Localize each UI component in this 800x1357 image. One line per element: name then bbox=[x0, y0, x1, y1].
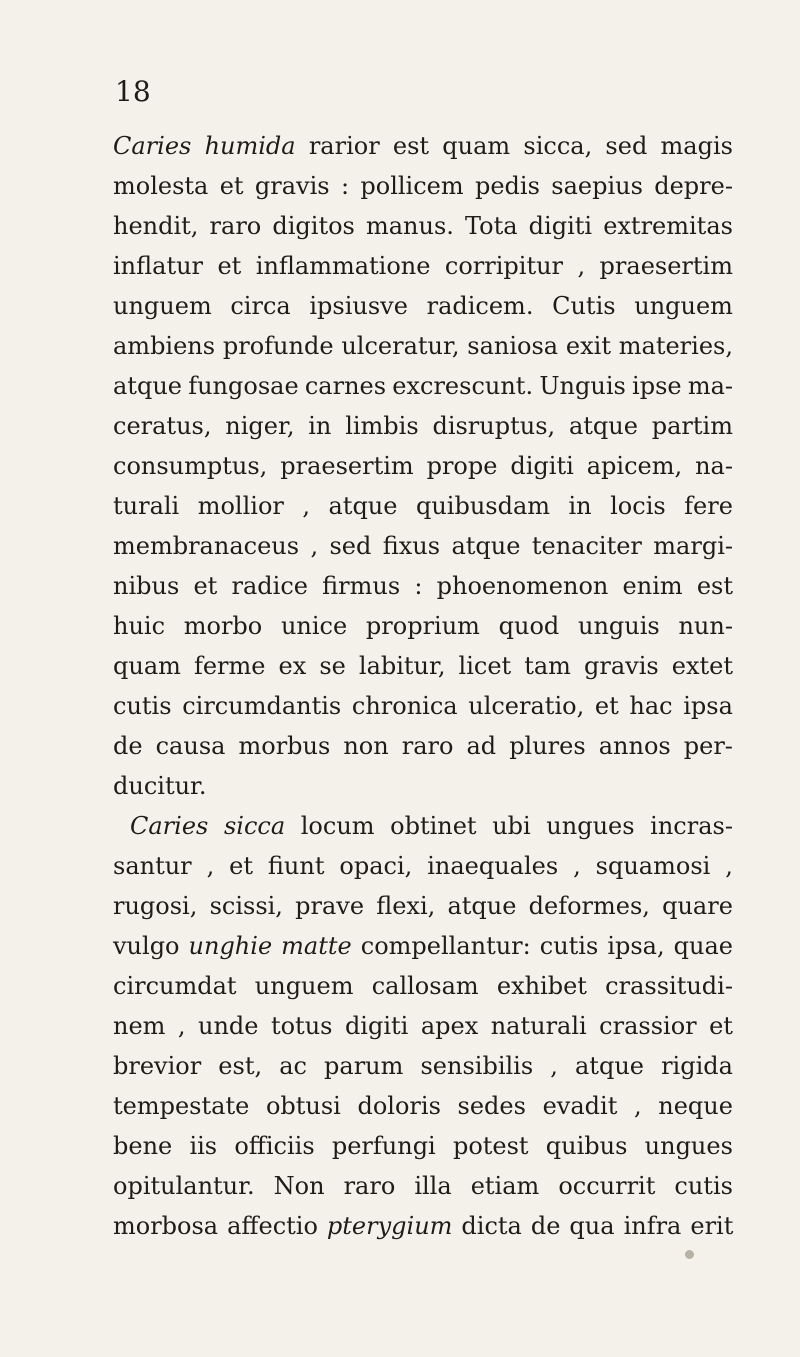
word: fere bbox=[684, 492, 733, 520]
word: saniosa bbox=[467, 332, 559, 360]
word: quam bbox=[113, 652, 181, 680]
word: unde bbox=[198, 1012, 259, 1040]
word: digiti bbox=[510, 452, 574, 480]
text-line bbox=[113, 1206, 733, 1246]
word: tam bbox=[524, 652, 571, 680]
word: ipsa bbox=[683, 692, 733, 720]
word: morbo bbox=[183, 612, 263, 640]
word: sensibilis bbox=[420, 1052, 534, 1080]
word: atque bbox=[575, 1052, 644, 1080]
word: Unguis bbox=[539, 372, 626, 400]
word: parum bbox=[324, 1052, 404, 1080]
word: Tota bbox=[465, 212, 518, 240]
text-line bbox=[113, 846, 733, 886]
word: est bbox=[392, 132, 430, 160]
word: partim bbox=[651, 412, 733, 440]
word: apex bbox=[420, 1012, 479, 1040]
word: hac bbox=[629, 692, 673, 720]
italic-word: sicca bbox=[223, 812, 286, 840]
word: Cutis bbox=[552, 292, 616, 320]
text-line bbox=[113, 486, 733, 526]
italic-word: unghie bbox=[188, 932, 273, 960]
word: deformes, bbox=[528, 892, 650, 920]
text-line bbox=[113, 766, 733, 806]
word: fiunt bbox=[267, 852, 325, 880]
word: atque bbox=[568, 412, 638, 440]
word: gravis bbox=[583, 652, 659, 680]
word: obtinet bbox=[390, 812, 477, 840]
text-line bbox=[113, 1166, 733, 1206]
text-line bbox=[113, 166, 733, 206]
word: ducitur. bbox=[113, 772, 207, 800]
word: chronica bbox=[351, 692, 458, 720]
word: rigida bbox=[661, 1052, 733, 1080]
word: ungues bbox=[546, 812, 635, 840]
word: scissi, bbox=[209, 892, 283, 920]
word: corripitur bbox=[444, 252, 564, 280]
word: incras- bbox=[650, 812, 733, 840]
word: per- bbox=[683, 732, 733, 760]
text-line bbox=[113, 366, 733, 406]
word: callosam bbox=[371, 972, 479, 1000]
word: materies, bbox=[618, 332, 733, 360]
word: et bbox=[217, 252, 242, 280]
word: digiti bbox=[528, 212, 593, 240]
word: , bbox=[725, 852, 733, 880]
word: extet bbox=[671, 652, 733, 680]
italic-word: matte bbox=[281, 932, 352, 960]
word: et bbox=[193, 572, 218, 600]
word: ulceratur, bbox=[341, 332, 460, 360]
word: inaequales bbox=[427, 852, 559, 880]
word: perfungi bbox=[331, 1132, 436, 1160]
word: bene bbox=[113, 1132, 173, 1160]
word: affectio bbox=[227, 1212, 318, 1240]
word: nem bbox=[113, 1012, 166, 1040]
word: evadit bbox=[542, 1092, 618, 1120]
italic-word: pterygium bbox=[326, 1212, 453, 1240]
word: , bbox=[310, 532, 319, 560]
word: in bbox=[308, 412, 332, 440]
word: quibus bbox=[545, 1132, 628, 1160]
word: raro bbox=[401, 732, 454, 760]
word: opitulantur. bbox=[113, 1172, 255, 1200]
word: excrescunt. bbox=[392, 372, 534, 400]
word: firmus bbox=[322, 572, 401, 600]
word: radice bbox=[231, 572, 308, 600]
word: depre- bbox=[654, 172, 733, 200]
word: brevior bbox=[113, 1052, 202, 1080]
word: unguem bbox=[634, 292, 733, 320]
word: morbus bbox=[238, 732, 331, 760]
word: , bbox=[177, 1012, 186, 1040]
word: unguis bbox=[578, 612, 660, 640]
word: quam bbox=[442, 132, 511, 160]
word: radicem. bbox=[426, 292, 534, 320]
word: dicta bbox=[461, 1212, 522, 1240]
word: qua bbox=[569, 1212, 615, 1240]
word: magis bbox=[660, 132, 733, 160]
word: digiti bbox=[344, 1012, 409, 1040]
word: squamosi bbox=[595, 852, 711, 880]
word: atque bbox=[447, 892, 517, 920]
word: labitur, bbox=[358, 652, 446, 680]
word: , bbox=[573, 852, 581, 880]
word: consumptus, bbox=[113, 452, 268, 480]
word: inflammatione bbox=[255, 252, 431, 280]
word: membranaceus bbox=[113, 532, 300, 560]
word: profunde bbox=[222, 332, 334, 360]
word: sed bbox=[605, 132, 648, 160]
word: circumdat bbox=[113, 972, 237, 1000]
word: ipsiusve bbox=[309, 292, 408, 320]
text-line bbox=[113, 1126, 733, 1166]
word: plures bbox=[509, 732, 586, 760]
word: exhibet bbox=[496, 972, 587, 1000]
word: carnes bbox=[304, 372, 387, 400]
word: quod bbox=[498, 612, 560, 640]
word: santur bbox=[113, 852, 192, 880]
word: extremitas bbox=[603, 212, 733, 240]
word: phoenomenon bbox=[436, 572, 609, 600]
word: Non bbox=[273, 1172, 325, 1200]
word: ambiens bbox=[113, 332, 216, 360]
word: prave bbox=[295, 892, 365, 920]
word: pedis bbox=[474, 172, 540, 200]
word: ipsa, bbox=[607, 932, 665, 960]
word: na- bbox=[695, 452, 733, 480]
word: unguem bbox=[254, 972, 354, 1000]
word: , bbox=[633, 1092, 642, 1120]
word: potest bbox=[452, 1132, 529, 1160]
body-text bbox=[113, 126, 733, 1246]
italic-word: humida bbox=[204, 132, 296, 160]
text-line bbox=[113, 686, 733, 726]
word: annos bbox=[598, 732, 671, 760]
word: naturali bbox=[490, 1012, 587, 1040]
word: fungosae bbox=[188, 372, 299, 400]
word: atque bbox=[113, 372, 182, 400]
word: nibus bbox=[113, 572, 180, 600]
word: , bbox=[550, 1052, 558, 1080]
word: infra bbox=[623, 1212, 682, 1240]
word: tenaciter bbox=[531, 532, 642, 560]
word: obtusi bbox=[265, 1092, 341, 1120]
text-line bbox=[113, 246, 733, 286]
word: nun- bbox=[678, 612, 733, 640]
word: unguem bbox=[113, 292, 212, 320]
word: : bbox=[340, 172, 350, 200]
word: et bbox=[709, 1012, 733, 1040]
word: praesertim bbox=[599, 252, 733, 280]
word: et bbox=[229, 852, 253, 880]
word: de bbox=[113, 732, 143, 760]
word: exit bbox=[565, 332, 611, 360]
word: sedes bbox=[457, 1092, 526, 1120]
text-line bbox=[113, 966, 733, 1006]
word: atque bbox=[451, 532, 521, 560]
word: inflatur bbox=[113, 252, 204, 280]
word: morbosa bbox=[113, 1212, 219, 1240]
word: ferme bbox=[193, 652, 266, 680]
word: crassior bbox=[599, 1012, 697, 1040]
text-line bbox=[113, 1046, 733, 1086]
page-number: 18 bbox=[115, 75, 151, 108]
word: niger, bbox=[225, 412, 295, 440]
word: locis bbox=[610, 492, 666, 520]
word: neque bbox=[658, 1092, 733, 1120]
word: atque bbox=[328, 492, 398, 520]
word: licet bbox=[458, 652, 512, 680]
word: occurrit bbox=[558, 1172, 656, 1200]
word: , bbox=[302, 492, 310, 520]
word: ipse bbox=[632, 372, 682, 400]
word: limbis bbox=[345, 412, 419, 440]
text-line bbox=[113, 326, 733, 366]
word: tempestate bbox=[113, 1092, 250, 1120]
text-line bbox=[113, 926, 733, 966]
text-line bbox=[113, 606, 733, 646]
word: cutis bbox=[674, 1172, 733, 1200]
word: compellantur: bbox=[360, 932, 531, 960]
word: erit bbox=[690, 1212, 734, 1240]
word: manus. bbox=[365, 212, 454, 240]
word: iis bbox=[189, 1132, 218, 1160]
word: disruptus, bbox=[432, 412, 556, 440]
text-line bbox=[113, 726, 733, 766]
word: causa bbox=[155, 732, 226, 760]
word: sed bbox=[329, 532, 372, 560]
word: doloris bbox=[357, 1092, 441, 1120]
word: ac bbox=[279, 1052, 307, 1080]
paper-spot bbox=[685, 1250, 694, 1259]
word: de bbox=[530, 1212, 561, 1240]
word: se bbox=[319, 652, 346, 680]
word: etiam bbox=[470, 1172, 540, 1200]
word: digitos bbox=[272, 212, 355, 240]
italic-word: Caries bbox=[113, 132, 192, 160]
word: rarior bbox=[308, 132, 380, 160]
text-line bbox=[113, 886, 733, 926]
word: unice bbox=[280, 612, 348, 640]
word: saepius bbox=[551, 172, 643, 200]
word: enim bbox=[622, 572, 683, 600]
word: hendit, bbox=[113, 212, 199, 240]
word: et bbox=[219, 172, 244, 200]
word: , bbox=[577, 252, 586, 280]
word: ubi bbox=[492, 812, 531, 840]
word: gravis bbox=[254, 172, 330, 200]
word: proprium bbox=[365, 612, 480, 640]
word: opaci, bbox=[339, 852, 413, 880]
word: quare bbox=[662, 892, 733, 920]
word: circa bbox=[230, 292, 291, 320]
word: cutis bbox=[539, 932, 599, 960]
text-line bbox=[113, 646, 733, 686]
italic-word: Caries bbox=[130, 812, 209, 840]
word: sicca, bbox=[523, 132, 593, 160]
word: cutis bbox=[113, 692, 172, 720]
word: illa bbox=[414, 1172, 452, 1200]
text-line bbox=[113, 1006, 733, 1046]
word: turali bbox=[113, 492, 180, 520]
word: fixus bbox=[382, 532, 441, 560]
text-line bbox=[113, 566, 733, 606]
text-line bbox=[113, 1086, 733, 1126]
word: raro bbox=[343, 1172, 396, 1200]
word: molesta bbox=[113, 172, 209, 200]
word: ceratus, bbox=[113, 412, 212, 440]
word: quibusdam bbox=[415, 492, 551, 520]
word: praesertim bbox=[280, 452, 414, 480]
word: locum bbox=[300, 812, 375, 840]
word: huic bbox=[113, 612, 166, 640]
word: , bbox=[206, 852, 215, 880]
word: pollicem bbox=[360, 172, 464, 200]
text-line bbox=[113, 206, 733, 246]
word: in bbox=[568, 492, 592, 520]
word: ulceratio, bbox=[468, 692, 585, 720]
word: et bbox=[594, 692, 619, 720]
word: margi- bbox=[653, 532, 733, 560]
word: circumdantis bbox=[182, 692, 342, 720]
word: ungues bbox=[644, 1132, 733, 1160]
word: est, bbox=[218, 1052, 263, 1080]
word: raro bbox=[209, 212, 262, 240]
word: crassitudi- bbox=[605, 972, 733, 1000]
word: prope bbox=[426, 452, 498, 480]
text-line bbox=[113, 286, 733, 326]
word: totus bbox=[270, 1012, 333, 1040]
word: : bbox=[414, 572, 423, 600]
word: officiis bbox=[234, 1132, 315, 1160]
word: est bbox=[696, 572, 733, 600]
text-line bbox=[113, 446, 733, 486]
text-line bbox=[113, 126, 733, 166]
word: apicem, bbox=[586, 452, 683, 480]
word: flexi, bbox=[376, 892, 436, 920]
text-line bbox=[113, 526, 733, 566]
word: quae bbox=[673, 932, 733, 960]
word: ad bbox=[466, 732, 497, 760]
word: ex bbox=[278, 652, 307, 680]
word: vulgo bbox=[113, 932, 180, 960]
word: ma- bbox=[687, 372, 733, 400]
word: non bbox=[343, 732, 389, 760]
word: mollior bbox=[197, 492, 284, 520]
text-line bbox=[113, 406, 733, 446]
text-line bbox=[113, 806, 733, 846]
word: rugosi, bbox=[113, 892, 198, 920]
